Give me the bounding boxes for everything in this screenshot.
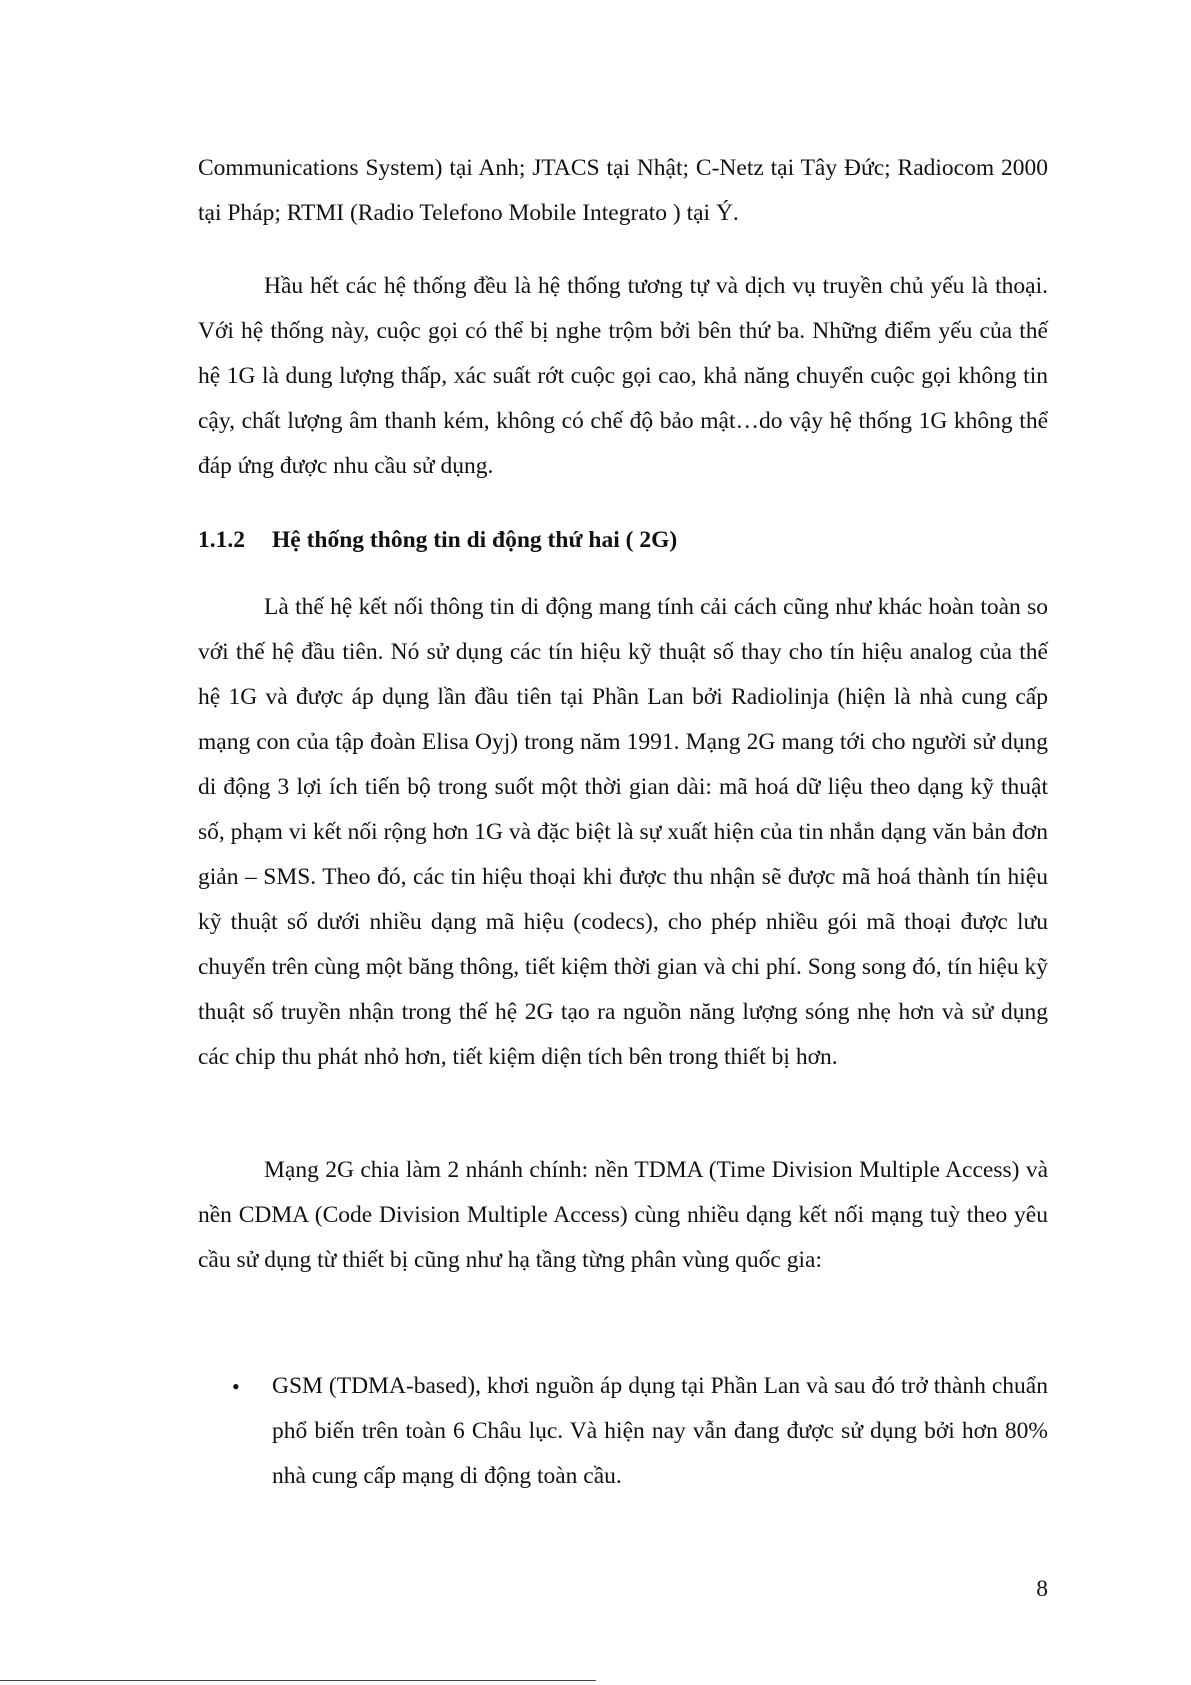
bullet-marker: • (232, 1374, 240, 1399)
paragraph-second-gen-branches: Mạng 2G chia làm 2 nhánh chính: nền TDMA (Time Division Multiple Access) và nền CDMA (Code Division Multiple Access) cùng nhiều dạng kết nối mạng tuỳ theo yêu cầu sử dụng từ thiết bị cũng như hạ tầng từng phân vùng quốc gia: (198, 1157, 1048, 1273)
section-heading (198, 518, 1048, 563)
section-number: 1.1.2 (198, 527, 245, 553)
paragraph-first-gen-weakness: Hầu hết các hệ thống đều là hệ thống tương tự và dịch vụ truyền chủ yếu là thoại. Với hệ thống này, cuộc gọi có thể bị nghe trộm bởi bên thứ ba. Những điểm yếu của thế hệ 1G là dung lượng thấp, xác suất rớt cuộc gọi cao, khả năng chuyển cuộc gọi không tin cậy, chất lượng âm thanh kém, không có chế độ bảo mật…do vậy hệ thống 1G không thể đáp ứng được nhu cầu sử dụng. (198, 273, 1048, 479)
footer-divider (0, 1680, 596, 1681)
section-title: Hệ thống thông tin di động thứ hai ( 2G) (272, 527, 678, 553)
bullet-list-item (232, 1364, 1048, 1499)
paragraph-continued: Communications System) tại Anh; JTACS tại Nhật; C-Netz tại Tây Đức; Radiocom 2000 tại Pháp; RTMI (Radio Telefono Mobile Integrato ) tại Ý. (198, 155, 1048, 226)
paragraph-second-gen-intro: Là thế hệ kết nối thông tin di động mang tính cải cách cũng như khác hoàn toàn so với thế hệ đầu tiên. Nó sử dụng các tín hiệu kỹ thuật số thay cho tín hiệu analog của thế hệ 1G và được áp dụng lần đầu tiên tại Phần Lan bởi Radiolinja (hiện là nhà cung cấp mạng con của tập đoàn Elisa Oyj) trong năm 1991. Mạng 2G mang tới cho người sử dụng di động 3 lợi ích tiến bộ trong suốt một thời gian dài: mã hoá dữ liệu theo dạng kỹ thuật số, phạm vi kết nối rộng hơn 1G và đặc biệt là sự xuất hiện của tin nhắn dạng văn bản đơn giản – SMS. Theo đó, các tin hiệu thoại khi được thu nhận sẽ được mã hoá thành tín hiệu kỹ thuật số dưới nhiều dạng mã hiệu (codecs), cho phép nhiều gói mã thoại được lưu chuyển trên cùng một băng thông, tiết kiệm thời gian và chi phí. Song song đó, tín hiệu kỹ thuật số truyền nhận trong thế hệ 2G tạo ra nguồn năng lượng sóng nhẹ hơn và sử dụng các chip thu phát nhỏ hơn, tiết kiệm diện tích bên trong thiết bị hơn. (198, 594, 1048, 1070)
bullet-text: GSM (TDMA-based), khơi nguồn áp dụng tại Phần Lan và sau đó trở thành chuẩn phổ biến trên toàn 6 Châu lục. Và hiện nay vẫn đang được sử dụng bởi hơn 80% nhà cung cấp mạng di động toàn cầu. (272, 1373, 1048, 1489)
page-number: 8 (1036, 1576, 1048, 1602)
